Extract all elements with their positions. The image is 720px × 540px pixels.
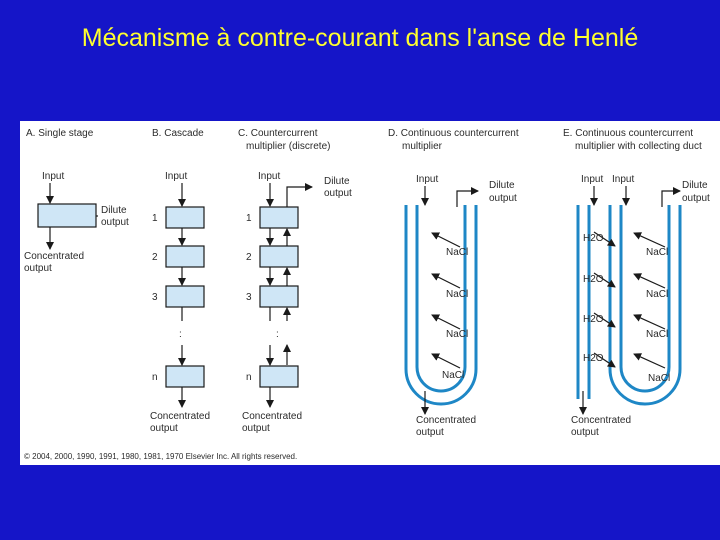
panel-d-dilute-arrow (457, 191, 478, 207)
panel-e-nacl-label: NaCl (646, 247, 669, 258)
panel-c-concentrated-label: output (242, 423, 270, 434)
panel-e-concentrated-label: Concentrated (571, 415, 632, 426)
panel-b-stage-box (166, 246, 204, 267)
panel-c-heading: C. Countercurrent (238, 128, 318, 139)
panel-c-dilute-label: Dilute (324, 176, 350, 187)
panel-d-concentrated-label: output (416, 427, 444, 438)
panel-e-dilute-arrow (662, 191, 680, 207)
panel-c-stage-box (260, 286, 298, 307)
slide-title: Mécanisme à contre-courant dans l'anse de Henlé (81, 24, 639, 52)
figure-panel (20, 121, 720, 465)
panel-e-nacl-label: NaCl (646, 289, 669, 300)
panel-a-concentrated-label: Concentrated (24, 251, 85, 262)
panel-b-concentrated-label: Concentrated (150, 411, 211, 422)
panel-e-nacl-label: NaCl (646, 329, 669, 340)
panel-e-nacl-label: NaCl (648, 373, 671, 384)
panel-c-ellipsis: : (276, 329, 279, 340)
panel-d-nacl-label: NaCl (446, 289, 469, 300)
panel-b-stage-number: 2 (152, 252, 158, 263)
panel-e-nacl-arrow (634, 315, 665, 329)
panel-e-nacl-arrow (634, 274, 665, 288)
panel-b-input-label: Input (165, 171, 188, 182)
panel-c-stage-number: 1 (246, 213, 252, 224)
panel-c-dilute-arrow (287, 187, 312, 207)
panel-d-dilute-label: Dilute (489, 180, 515, 191)
panel-c-input-label: Input (258, 171, 281, 182)
panel-d-nacl-label: NaCl (442, 370, 465, 381)
panel-e-dilute-label: output (682, 193, 710, 204)
panel-c-stage-number: n (246, 372, 252, 383)
countercurrent-diagram (20, 121, 720, 465)
panel-b-stage-box (166, 286, 204, 307)
panel-a-concentrated-label: output (24, 263, 52, 274)
panel-e-dilute-label: Dilute (682, 180, 708, 191)
panel-c-stage-box (260, 246, 298, 267)
panel-c-stage-number: 3 (246, 292, 252, 303)
panel-e-heading: multiplier with collecting duct (575, 141, 702, 152)
panel-e-input-label: Input (612, 174, 635, 185)
panel-a-input-label: Input (42, 171, 65, 182)
panel-b-stage-number: 1 (152, 213, 158, 224)
panel-d-concentrated-label: Concentrated (416, 415, 477, 426)
panel-d-heading: multiplier (402, 141, 443, 152)
panel-e-nacl-arrow (634, 233, 665, 247)
panel-d-nacl-arrow (432, 233, 460, 247)
panel-b-heading: B. Cascade (152, 128, 204, 139)
panel-b-stage-box (166, 207, 204, 228)
panel-b-stage-box (166, 366, 204, 387)
panel-e-h2o-label: H2O (583, 274, 604, 285)
panel-e-h2o-label: H2O (583, 233, 604, 244)
panel-d-dilute-label: output (489, 193, 517, 204)
panel-a-heading: A. Single stage (26, 128, 94, 139)
panel-e-input-label: Input (581, 174, 604, 185)
panel-c-stage-box (260, 366, 298, 387)
panel-a-dilute-label: output (101, 217, 129, 228)
panel-c-heading: multiplier (discrete) (246, 141, 331, 152)
panel-d-nacl-label: NaCl (446, 329, 469, 340)
panel-e-concentrated-label: output (571, 427, 599, 438)
panel-e-heading: E. Continuous countercurrent (563, 128, 694, 139)
panel-a-stage-box (38, 204, 96, 227)
panel-d-input-label: Input (416, 174, 439, 185)
panel-c-dilute-label: output (324, 188, 352, 199)
copyright-notice: © 2004, 2000, 1990, 1991, 1980, 1981, 1970 Elsevier Inc. All rights reserved. (24, 452, 298, 461)
panel-d-nacl-arrow (432, 274, 460, 288)
panel-e-nacl-arrow (634, 354, 665, 368)
panel-b-stage-number: 3 (152, 292, 158, 303)
panel-b-concentrated-label: output (150, 423, 178, 434)
panel-c-stage-number: 2 (246, 252, 252, 263)
panel-d-heading: D. Continuous countercurrent (388, 128, 519, 139)
panel-b-ellipsis: : (179, 329, 182, 340)
panel-e-h2o-label: H2O (583, 314, 604, 325)
panel-d-nacl-arrow (432, 315, 460, 329)
panel-b-stage-number: n (152, 372, 158, 383)
panel-c-stage-box (260, 207, 298, 228)
panel-c-concentrated-label: Concentrated (242, 411, 303, 422)
panel-d-nacl-arrow (432, 354, 460, 368)
panel-a-dilute-label: Dilute (101, 205, 127, 216)
panel-e-h2o-label: H2O (583, 353, 604, 364)
panel-d-nacl-label: NaCl (446, 247, 469, 258)
